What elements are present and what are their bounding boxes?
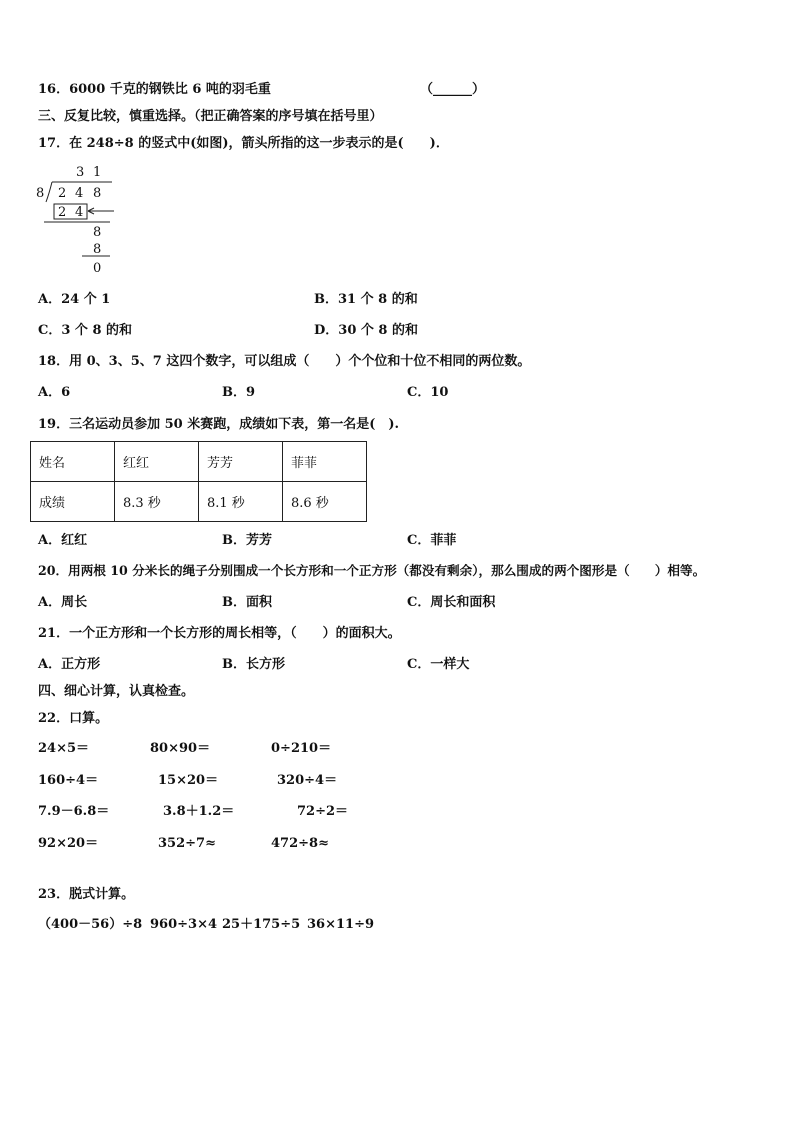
stepwise-calc-item: 25＋175÷5 <box>222 917 301 932</box>
section-3-heading: 三、反复比较，慎重选择。（把正确答案的序号填在括号里） <box>38 109 383 124</box>
divisor: 8 <box>36 186 45 201</box>
table-cell: 芳芳 <box>199 442 283 482</box>
quotient-digit: 3 <box>76 165 85 180</box>
oral-calc-item: 352÷7≈ <box>158 836 216 851</box>
dividend-digit: 2 <box>58 186 67 201</box>
q19-option-a[interactable]: A．红红 <box>38 533 88 548</box>
q23-title: 23．脱式计算。 <box>38 887 135 902</box>
oral-calc-item: 3.8＋1.2＝ <box>163 804 235 819</box>
q18-option-b[interactable]: B．9 <box>222 385 256 400</box>
table-cell: 姓名 <box>31 442 115 482</box>
section-4-heading: 四、细心计算，认真检查。 <box>38 684 195 699</box>
q20-option-a[interactable]: A．周长 <box>38 595 88 610</box>
step1-digit: 4 <box>75 205 84 220</box>
oral-calc-item: 72÷2＝ <box>297 804 349 819</box>
q17-option-b[interactable]: B．31 个 8 的和 <box>314 292 418 307</box>
q20-option-b[interactable]: B．面积 <box>222 595 272 610</box>
bring-down-digit: 8 <box>93 225 102 240</box>
division-lines <box>36 164 126 284</box>
stepwise-calc-item: 36×11÷9 <box>307 917 375 932</box>
table-cell: 成绩 <box>31 482 115 522</box>
q20-option-c[interactable]: C．周长和面积 <box>407 595 496 610</box>
q17-option-c[interactable]: C．3 个 8 的和 <box>38 323 133 338</box>
oral-calc-item: 24×5＝ <box>38 741 90 756</box>
step2-digit: 8 <box>93 242 102 257</box>
q17-option-a[interactable]: A．24 个 1 <box>38 292 111 307</box>
q21-option-b[interactable]: B．长方形 <box>222 657 285 672</box>
q16-answer-blank[interactable]: （______） <box>420 82 486 97</box>
table-cell: 菲菲 <box>283 442 367 482</box>
q16-text: 16．6000 千克的钢铁比 6 吨的羽毛重 <box>38 82 271 97</box>
dividend-digit: 8 <box>93 186 102 201</box>
q19-option-b[interactable]: B．芳芳 <box>222 533 272 548</box>
stepwise-calc-item: （400－56）÷8 <box>38 917 143 932</box>
q18-option-a[interactable]: A．6 <box>38 385 71 400</box>
step1-digit: 2 <box>58 205 67 220</box>
oral-calc-item: 320÷4＝ <box>277 773 338 788</box>
table-cell: 8.6 秒 <box>283 482 367 522</box>
q17-stem: 17．在 248÷8 的竖式中(如图)，箭头所指的这一步表示的是( )． <box>38 136 449 151</box>
oral-calc-item: 472÷8≈ <box>271 836 329 851</box>
remainder-digit: 0 <box>93 261 102 276</box>
oral-calc-item: 92×20＝ <box>38 836 99 851</box>
q21-option-a[interactable]: A．正方形 <box>38 657 101 672</box>
q20-stem: 20．用两根 10 分米长的绳子分别围成一个长方形和一个正方形（都没有剩余），那么围成的两个图形是（ ）相等。 <box>38 563 706 578</box>
oral-calc-item: 160÷4＝ <box>38 773 99 788</box>
q19-stem: 19．三名运动员参加 50 米赛跑，成绩如下表，第一名是( ). <box>38 417 400 432</box>
q17-option-d[interactable]: D．30 个 8 的和 <box>314 323 418 338</box>
q21-stem: 21．一个正方形和一个长方形的周长相等，（ ）的面积大。 <box>38 626 401 641</box>
dividend-digit: 4 <box>75 186 84 201</box>
table-cell: 8.1 秒 <box>199 482 283 522</box>
q19-option-c[interactable]: C．菲菲 <box>407 533 457 548</box>
oral-calc-item: 7.9－6.8＝ <box>38 804 110 819</box>
q18-option-c[interactable]: C．10 <box>407 385 449 400</box>
stepwise-calc-item: 960÷3×4 <box>150 917 218 932</box>
q21-option-c[interactable]: C．一样大 <box>407 657 470 672</box>
oral-calc-item: 80×90＝ <box>150 741 211 756</box>
oral-calc-item: 0÷210＝ <box>271 741 332 756</box>
quotient-digit: 1 <box>93 165 102 180</box>
table-cell: 8.3 秒 <box>115 482 199 522</box>
q22-title: 22．口算。 <box>38 711 109 726</box>
oral-calc-item: 15×20＝ <box>158 773 219 788</box>
table-row <box>31 482 367 522</box>
score-table <box>30 441 367 522</box>
table-header-row <box>31 442 367 482</box>
q18-stem: 18．用 0、3、5、7 这四个数字，可以组成（ ）个个位和十位不相同的两位数。 <box>38 354 531 369</box>
long-division-diagram <box>36 164 126 284</box>
table-cell: 红红 <box>115 442 199 482</box>
